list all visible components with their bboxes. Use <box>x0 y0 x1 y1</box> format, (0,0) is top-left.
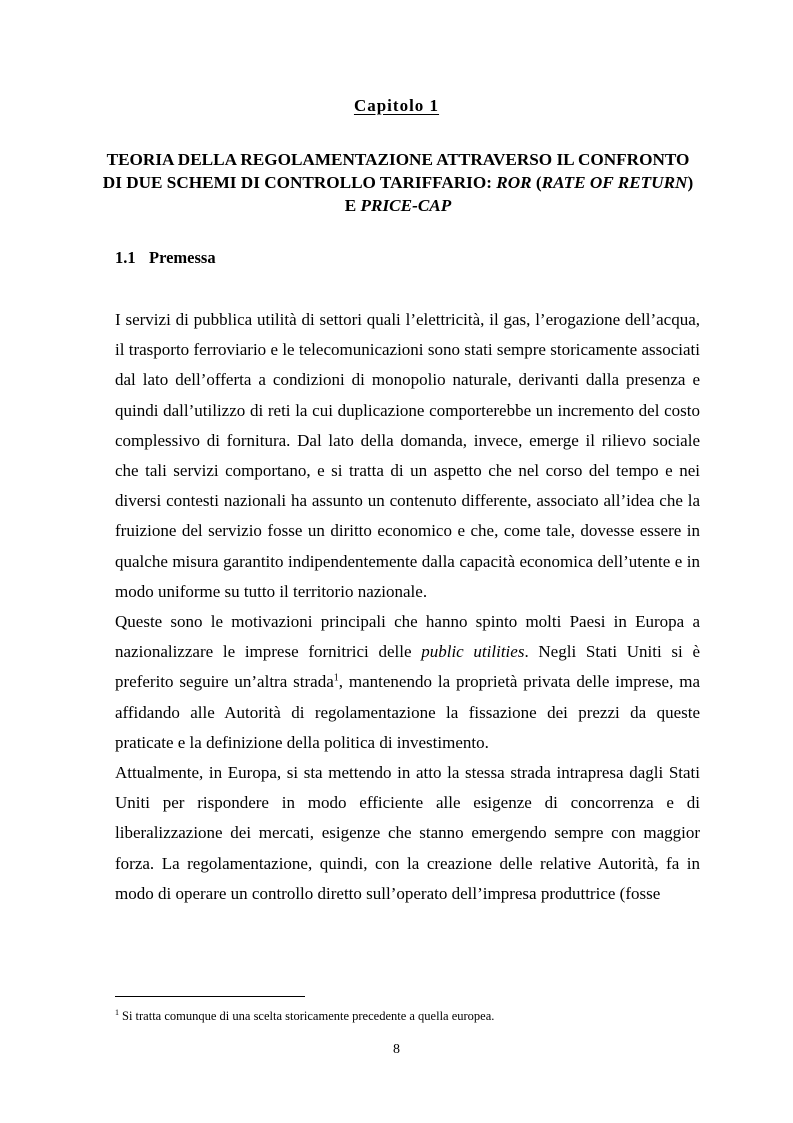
page-number: 8 <box>393 1042 400 1057</box>
section-number: 1.1 <box>115 248 136 267</box>
chapter-heading: Capitolo 1 <box>353 96 440 115</box>
paragraph: Queste sono le motivazioni principali che hanno spinto molti Paesi in Europa a nazionalizzare le imprese fornitrici delle public utilities. Negli Stati Uniti si è preferito seguire un’altra strada$^1$, mantenendo la proprietà privata delle imprese, ma affidando alle Autorità di regolamentazione la fissazione dei prezzi da queste praticate e la definizione della politica di investimento. <box>115 612 700 752</box>
paragraph: I servizi di pubblica utilità di settori quali l’elettricità, il gas, l’erogazione dell’acqua, il trasporto ferroviario e le telecomunicazioni sono stati sempre storicamente associati dal lato dell’offerta a condizioni di monopolio naturale, derivanti dalla presenza e quindi dall’utilizzo di reti la cui duplicazione comporterebbe un incremento del costo complessivo di fornitura. Dal lato della domanda, invece, emerge il rilievo sociale che tali servizi comportano, e si tratta di un aspetto che nel corso del tempo e nei diversi contesti nazionali ha assunto un contenuto differente, associato all’idea che la fruizione del servizio fosse un diritto economico e che, come tale, dovesse essere in qualche misura garantito indipendentemente dalla capacità economica dell’utente e in modo uniforme su tutto il territorio nazionale. <box>115 310 700 601</box>
paragraph: Attualmente, in Europa, si sta mettendo in atto la stessa strada intrapresa dagli Stati Uniti per rispondere in modo efficiente alle esigenze di concorrenza e di liberalizzazione dei mercati, esigenze che stanno emergendo sempre con maggior forza. La regolamentazione, quindi, con la creazione delle relative Autorità, fa in modo di operare un controllo diretto sull’operato dell’impresa produttrice (fosse <box>115 763 700 903</box>
footnote-ref[interactable]: 1 <box>333 672 339 684</box>
footnote-number: 1 <box>115 1007 119 1017</box>
chapter-title: TEORIA DELLA REGOLAMENTAZIONE ATTRAVERSO IL CONFRONTO DI DUE SCHEMI DI CONTROLLO TARIFFARIO: ROR (RATE OF RETURN) E PRICE-CAP <box>102 150 694 215</box>
italic-term: public utilities <box>421 642 525 662</box>
section-heading <box>115 248 216 268</box>
footnote <box>115 1009 494 1024</box>
footnote-divider <box>115 996 305 997</box>
footnote-text: Si tratta comunque di una scelta storicamente precedente a quella europea. <box>122 1009 495 1023</box>
body-text <box>115 305 700 909</box>
section-title: Premessa <box>149 248 216 267</box>
